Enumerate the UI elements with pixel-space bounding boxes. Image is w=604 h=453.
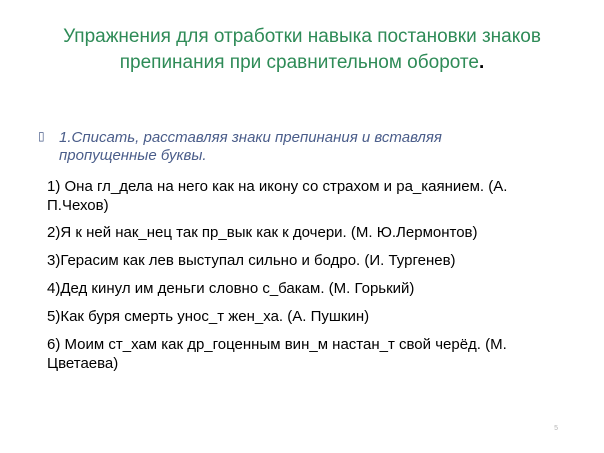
exercise-item-3: 3)Герасим как лев выступал сильно и бодро. (И. Тургенев) bbox=[47, 252, 456, 269]
page-number: 5 bbox=[554, 425, 558, 432]
exercise-item-4: 4)Дед кинул им деньги словно с_бакам. (М. Горький) bbox=[47, 280, 415, 297]
title-period: . bbox=[478, 52, 485, 73]
title-text: Упражнения для отработки навыка постановки знаков препинания при сравнительном обороте bbox=[63, 26, 541, 73]
exercise-item-2: 2)Я к ней нак_нец так пр_вык как к дочери. (М. Ю.Лермонтов) bbox=[47, 224, 478, 241]
exercise-item-5: 5)Как буря смерть унос_т жен_ха. (А. Пушкин) bbox=[47, 308, 370, 325]
exercise-item-6: 6) Моим ст_хам как др_гоценным вин_м настан_т свой черёд. (М. Цветаева) bbox=[47, 336, 507, 372]
task-instruction bbox=[38, 129, 537, 165]
exercise-item-1: 1) Она гл_дела на него как на икону со страхом и ра_каянием. (А. П.Чехов) bbox=[47, 178, 508, 214]
bullet-icon: ▯ bbox=[38, 129, 45, 143]
exercise-list bbox=[47, 177, 567, 381]
slide-title bbox=[40, 24, 564, 76]
task-text: 1.Списать, расставляя знаки препинания и вставляя пропущенные буквы. bbox=[59, 129, 442, 164]
